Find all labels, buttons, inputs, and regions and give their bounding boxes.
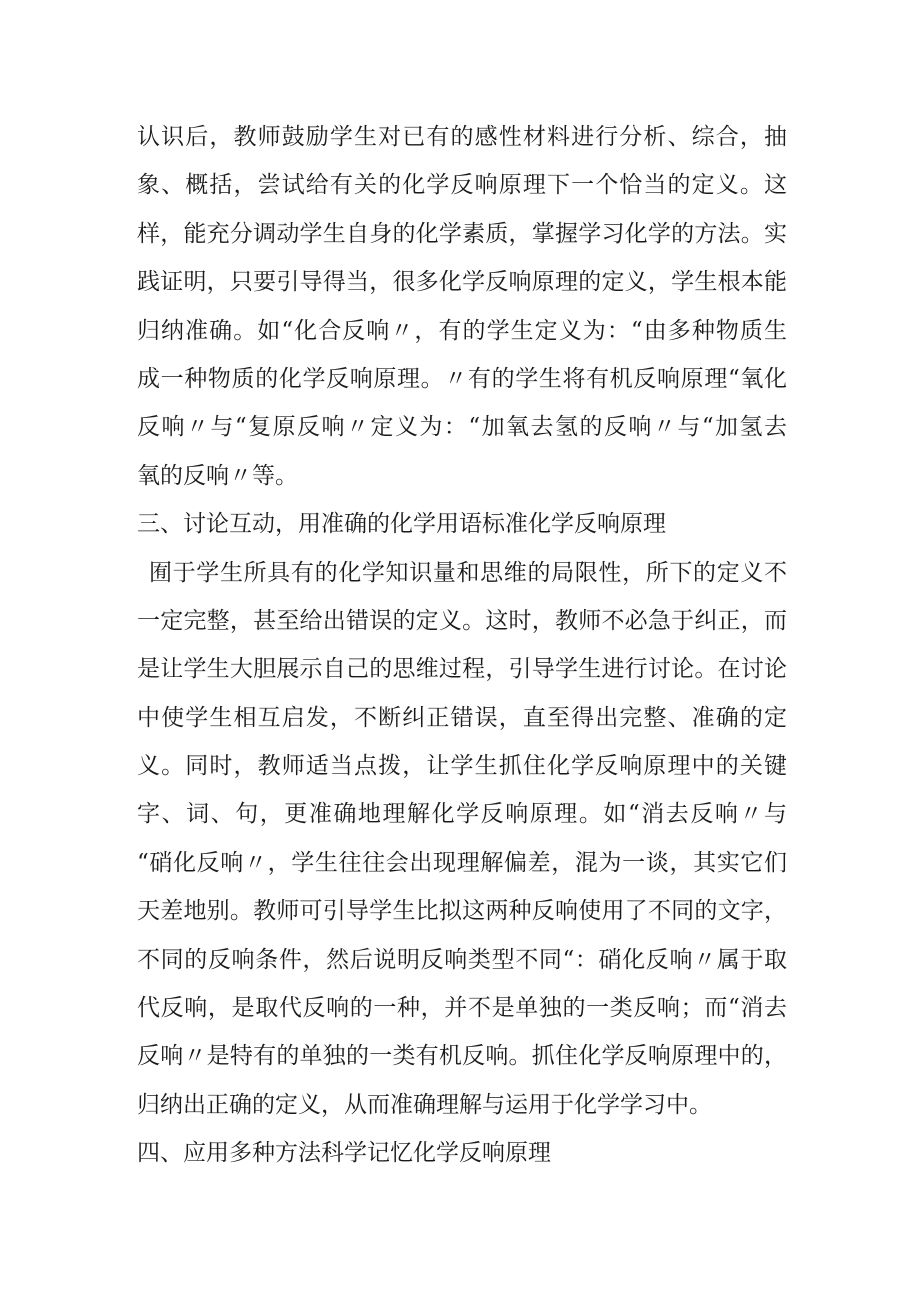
document-body (137, 113, 787, 1178)
section-heading-4: 四、应用多种方法科学记忆化学反响原理 (137, 1140, 551, 1167)
paragraph-line: “硝化反响〃，学生往往会出现理解偏差，混为一谈，其实它们 (137, 849, 787, 876)
paragraph-last-line: 氧的反响〃等。 (137, 462, 298, 489)
paragraph-line: 代反响，是取代反响的一种，并不是单独的一类反响；而“消去 (137, 995, 787, 1022)
paragraph-line: 践证明，只要引导得当，很多化学反响原理的定义，学生根本能 (137, 269, 787, 296)
paragraph-line: 是让学生大胆展示自己的思维过程，引导学生进行讨论。在讨论 (137, 656, 787, 683)
paragraph-line: 不同的反响条件，然后说明反响类型不同“：硝化反响〃属于取 (137, 946, 787, 973)
paragraph-line: 一定完整，甚至给出错误的定义。这时，教师不必急于纠正，而 (137, 607, 787, 634)
paragraph-line: 样，能充分调动学生自身的化学素质，掌握学习化学的方法。实 (137, 220, 787, 247)
paragraph-line: 义。同时，教师适当点拨，让学生抓住化学反响原理中的关键 (137, 753, 787, 780)
paragraph-line: 反响〃与“复原反响〃定义为：“加氧去氢的反响〃与“加氢去 (137, 414, 787, 441)
paragraph-line: 中使学生相互启发，不断纠正错误，直至得出完整、准确的定 (137, 704, 787, 731)
paragraph-line: 反响〃是特有的单独的一类有机反响。抓住化学反响原理中的， (137, 1043, 787, 1070)
paragraph-line: 象、概括，尝试给有关的化学反响原理下一个恰当的定义。这 (137, 172, 787, 199)
paragraph-line: 归纳准确。如“化合反响〃，有的学生定义为：“由多种物质生 (137, 317, 787, 344)
paragraph-line: 天差地别。教师可引导学生比拟这两种反响使用了不同的文字， (137, 898, 787, 925)
paragraph-first-line: 囿于学生所具有的化学知识量和思维的局限性，所下的定义不 (149, 559, 787, 586)
section-heading-3: 三、讨论互动，用准确的化学用语标准化学反响原理 (137, 511, 666, 538)
paragraph-line: 认识后，教师鼓励学生对已有的感性材料进行分析、综合，抽 (137, 124, 787, 150)
paragraph-line: 字、词、句，更准确地理解化学反响原理。如“消去反响〃与 (137, 801, 787, 828)
paragraph-last-line: 归纳出正确的定义，从而准确理解与运用于化学学习中。 (137, 1091, 712, 1118)
paragraph-line: 成一种物质的化学反响原理。〃有的学生将有机反响原理“氧化 (137, 365, 787, 392)
